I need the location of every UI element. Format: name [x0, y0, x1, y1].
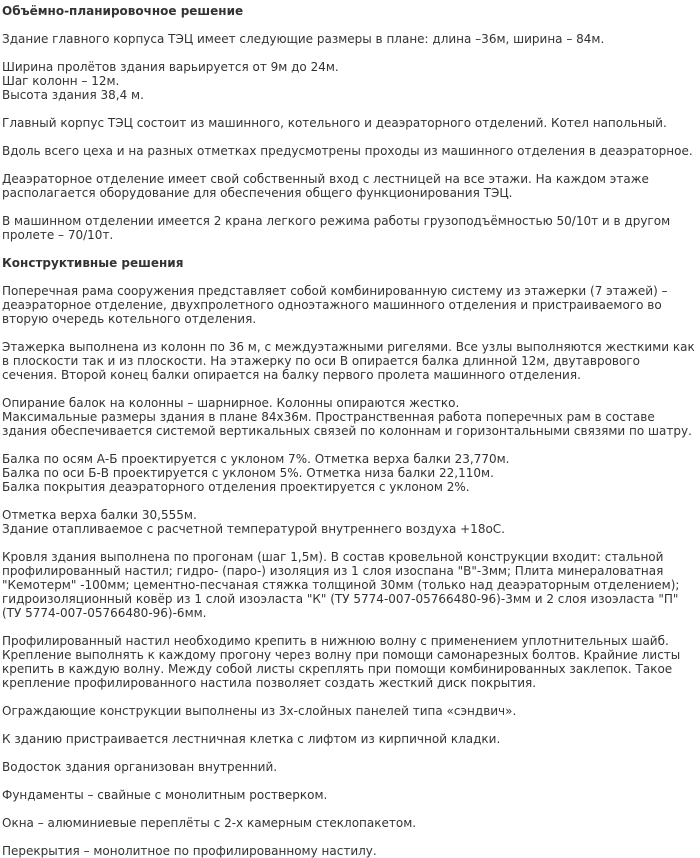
paragraph-roof: Кровля здания выполнена по прогонам (шаг 1,5м). В состав кровельной конструкции входит: стальной профилированный настил; гидро- (паро-) изоляция из 1 слоя изоспана "В"-3мм; Плита минераловатная "Кемотерм" -100мм; цементно-песчаная стяжка толщиной 30мм (только над деаэраторным отделением); гидроизоляционный ковёр из 1 слой изоэласта "К" (ТУ 5774-007-05766480-96)-3мм и 2 слоя изоэласта "П" (ТУ 5774-007-05766480-96)-6мм. — [2, 550, 680, 620]
paragraph-beam-top: Отметка верха балки 30,555м. — [2, 508, 197, 522]
paragraph-building-height: Высота здания 38,4 м. — [2, 88, 144, 102]
paragraph-stairs: К зданию пристраивается лестничная клетка с лифтом из кирпичной кладки. — [2, 732, 501, 746]
paragraph-passages: Вдоль всего цеха и на разных отметках предусмотрены проходы из машинного отделения в деаэраторное. — [2, 144, 693, 158]
paragraph-windows: Окна – алюминиевые переплёты с 2-х камерным стеклопакетом. — [2, 816, 417, 830]
paragraph-beam-roof: Балка покрытия деаэраторного отделения проектируется с уклоном 2%. — [2, 480, 470, 494]
paragraph-walls: Ограждающие конструкции выполнены из 3х-слойных панелей типа «сэндвич». — [2, 704, 517, 718]
paragraph-whatnot: Этажерка выполнена из колонн по 36 м, с междуэтажными ригелями. Все узлы выполняются жесткими как в плоскости так и из плоскости. На этажерку по оси В опирается балка длинной 12м, двутаврового сечения. Второй конец балки опирается на балку первого пролета машинного отделения. — [2, 340, 695, 382]
paragraph-frame: Поперечная рама сооружения представляет собой комбинированную систему из этажерки (7 этажей) – деаэраторное отделение, двухпролетного одноэтажного машинного отделения и пристраиваемого во вторую очередь котельного отделения. — [2, 284, 668, 326]
paragraph-deaerator: Деаэраторное отделение имеет свой собственный вход с лестницей на все этажи. На каждом этаже располагается оборудование для обеспечения общего функционирования ТЭЦ. — [2, 172, 649, 200]
paragraph-max-size: Максимальные размеры здания в плане 84х36м. Пространственная работа поперечных рам в составе здания обеспечивается системой вертикальных связей по колоннам и горизонтальными связями по шатру. — [2, 410, 692, 438]
paragraph-foundations: Фундаменты – свайные с монолитным ростверком. — [2, 788, 328, 802]
paragraph-dimensions: Здание главного корпуса ТЭЦ имеет следующие размеры в плане: длина –36м, ширина – 84м. — [2, 32, 605, 46]
paragraph-heating: Здание отапливаемое с расчетной температурой внутреннего воздуха +18оС. — [2, 522, 505, 536]
paragraph-cranes: В машинном отделении имеется 2 крана легкого режима работы грузоподъёмностью 50/10т и в другом пролете – 70/10т. — [2, 214, 671, 242]
paragraph-floors: Перекрытия – монолитное по профилированному настилу. — [2, 844, 377, 858]
section-heading-structural: Конструктивные решения — [2, 256, 184, 270]
paragraph-beam-ab: Балка по осям А-Б проектируется с уклоном 7%. Отметка верха балки 23,770м. — [2, 452, 510, 466]
section-heading-planning: Объёмно-планировочное решение — [2, 4, 244, 18]
paragraph-beam-bv: Балка по оси Б-В проектируется с уклоном 5%. Отметка низа балки 22,110м. — [2, 466, 494, 480]
paragraph-span-width: Ширина пролётов здания варьируется от 9м до 24м. — [2, 60, 339, 74]
paragraph-support: Опирание балок на колонны – шарнирное. Колонны опираются жестко. — [2, 396, 460, 410]
paragraph-drainage: Водосток здания организован внутренний. — [2, 760, 278, 774]
paragraph-decking: Профилированный настил необходимо крепить в нижнюю волну с применением уплотнительных шайб. Крепление выполнять к каждому прогону через волну при помощи самонарезных болтов. Крайние листы крепить в каждую волну. Между собой листы скреплять при помощи комбинированных заклепок. Такое крепление профилированного настила позволяет создать жесткий диск покрытия. — [2, 634, 681, 690]
paragraph-main-building: Главный корпус ТЭЦ состоит из машинного, котельного и деаэраторного отделений. Котел напольный. — [2, 116, 667, 130]
paragraph-column-pitch: Шаг колонн – 12м. — [2, 74, 120, 88]
